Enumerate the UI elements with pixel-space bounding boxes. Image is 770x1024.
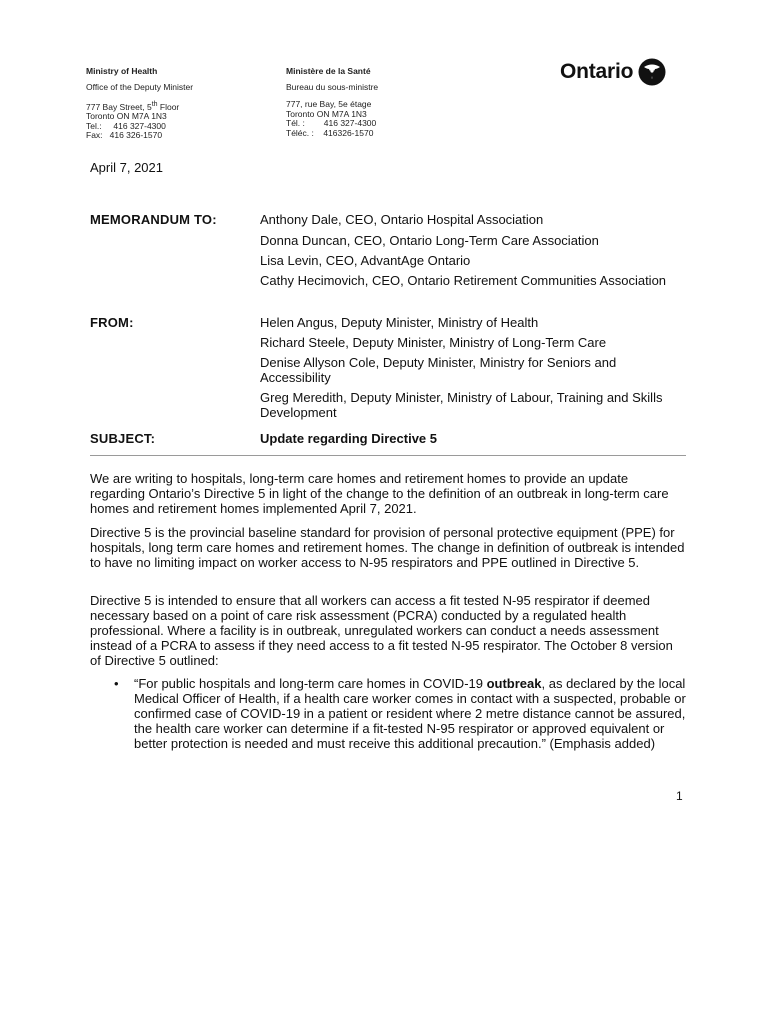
street-fr: 777, rue Bay, 5e étage xyxy=(286,99,372,109)
street-en-sup: th xyxy=(151,101,158,108)
recipient-1: Anthony Dale, CEO, Ontario Hospital Association xyxy=(260,212,544,227)
body-paragraph-2: Directive 5 is the provincial baseline standard for provision of personal protective equipment (PPE) for hospitals, long term care homes and retirement homes. The change in definition of outbreak is intended to have no limiting impact on worker access to N-95 respirators and PPE outlined in Directive 5. xyxy=(90,525,685,570)
memo-subject: Update regarding Directive 5 xyxy=(260,431,437,446)
ontario-trillium-icon xyxy=(638,58,666,86)
sender-2: Richard Steele, Deputy Minister, Ministry of Long-Term Care xyxy=(260,335,607,350)
street-en-post: Floor xyxy=(157,101,180,112)
tel-fr: Tél. : 416 327-4300 xyxy=(286,118,377,128)
fax-en: Fax: 416 326-1570 xyxy=(86,130,163,141)
quote-text-end: , as declared by the local Medical Officer of Health, if a health care worker comes in contact with a suspected, probable or confirmed case of COVID-19 in a patient or resident where 2 metre distance cannot be assured, the health care worker can determine if a fit-tested N-95 respirator or approved equivalent or better protection is needed and must receive this additional precaution.” (Emphasis added) xyxy=(134,676,686,751)
sender-4: Greg Meredith, Deputy Minister, Ministry of Labour, Training and Skills Development xyxy=(260,390,663,420)
sender-3: Denise Allyson Cole, Deputy Minister, Ministry for Seniors and Accessibility xyxy=(260,355,617,385)
header-divider xyxy=(90,455,686,456)
quote-text-start: “For public hospitals and long-term care homes in COVID-19 xyxy=(134,676,487,691)
body-paragraph-1: We are writing to hospitals, long-term care homes and retirement homes to provide an update regarding Ontario’s Directive 5 in light of the change to the definition of an outbreak in long-term care homes and retirement homes implemented April 7, 2021. xyxy=(90,471,669,516)
memo-to-label: MEMORANDUM TO: xyxy=(90,212,217,227)
tel-en: Tel.: 416 327-4300 xyxy=(86,120,166,131)
memo-date: April 7, 2021 xyxy=(90,160,163,175)
recipient-2: Donna Duncan, CEO, Ontario Long-Term Care Association xyxy=(260,233,599,248)
street-en-pre: 777 Bay Street, 5 xyxy=(86,101,152,112)
letterhead-fr xyxy=(286,67,378,138)
memo-subject-label: SUBJECT: xyxy=(90,431,156,446)
ontario-logo xyxy=(560,58,666,86)
office-name-en: Office of the Deputy Minister xyxy=(86,81,194,92)
city-en: Toronto ON M7A 1N3 xyxy=(86,111,167,122)
sender-1: Helen Angus, Deputy Minister, Ministry of Health xyxy=(260,315,539,330)
recipient-3: Lisa Levin, CEO, AdvantAge Ontario xyxy=(260,253,471,268)
fax-fr: Téléc. : 416326-1570 xyxy=(286,127,374,138)
office-name-fr: Bureau du sous-ministre xyxy=(286,81,379,92)
ministry-name-en: Ministry of Health xyxy=(86,66,158,76)
logo-wordmark: Ontario xyxy=(560,60,634,83)
quote-emphasis: outbreak xyxy=(486,676,542,691)
city-fr: Toronto ON M7A 1N3 xyxy=(286,108,367,119)
memo-from-label: FROM: xyxy=(90,315,134,330)
ministry-name-fr: Ministère de la Santé xyxy=(286,66,371,76)
body-paragraph-3: Directive 5 is intended to ensure that all workers can access a fit tested N-95 respirator if deemed necessary based on a point of care risk assessment (PCRA) conducted by a regulated health professional. Where a facility is in outbreak, unregulated workers can conduct a needs assessment instead of a PCRA to assess if they need access to a fit tested N-95 respirator. The October 8 version of Directive 5 outlined: xyxy=(90,593,673,668)
bullet-marker: • xyxy=(114,676,119,691)
recipient-4: Cathy Hecimovich, CEO, Ontario Retirement Communities Association xyxy=(260,273,667,288)
quote-bullet xyxy=(134,676,686,751)
letterhead-en xyxy=(86,67,193,141)
page-number: 1 xyxy=(676,789,683,803)
